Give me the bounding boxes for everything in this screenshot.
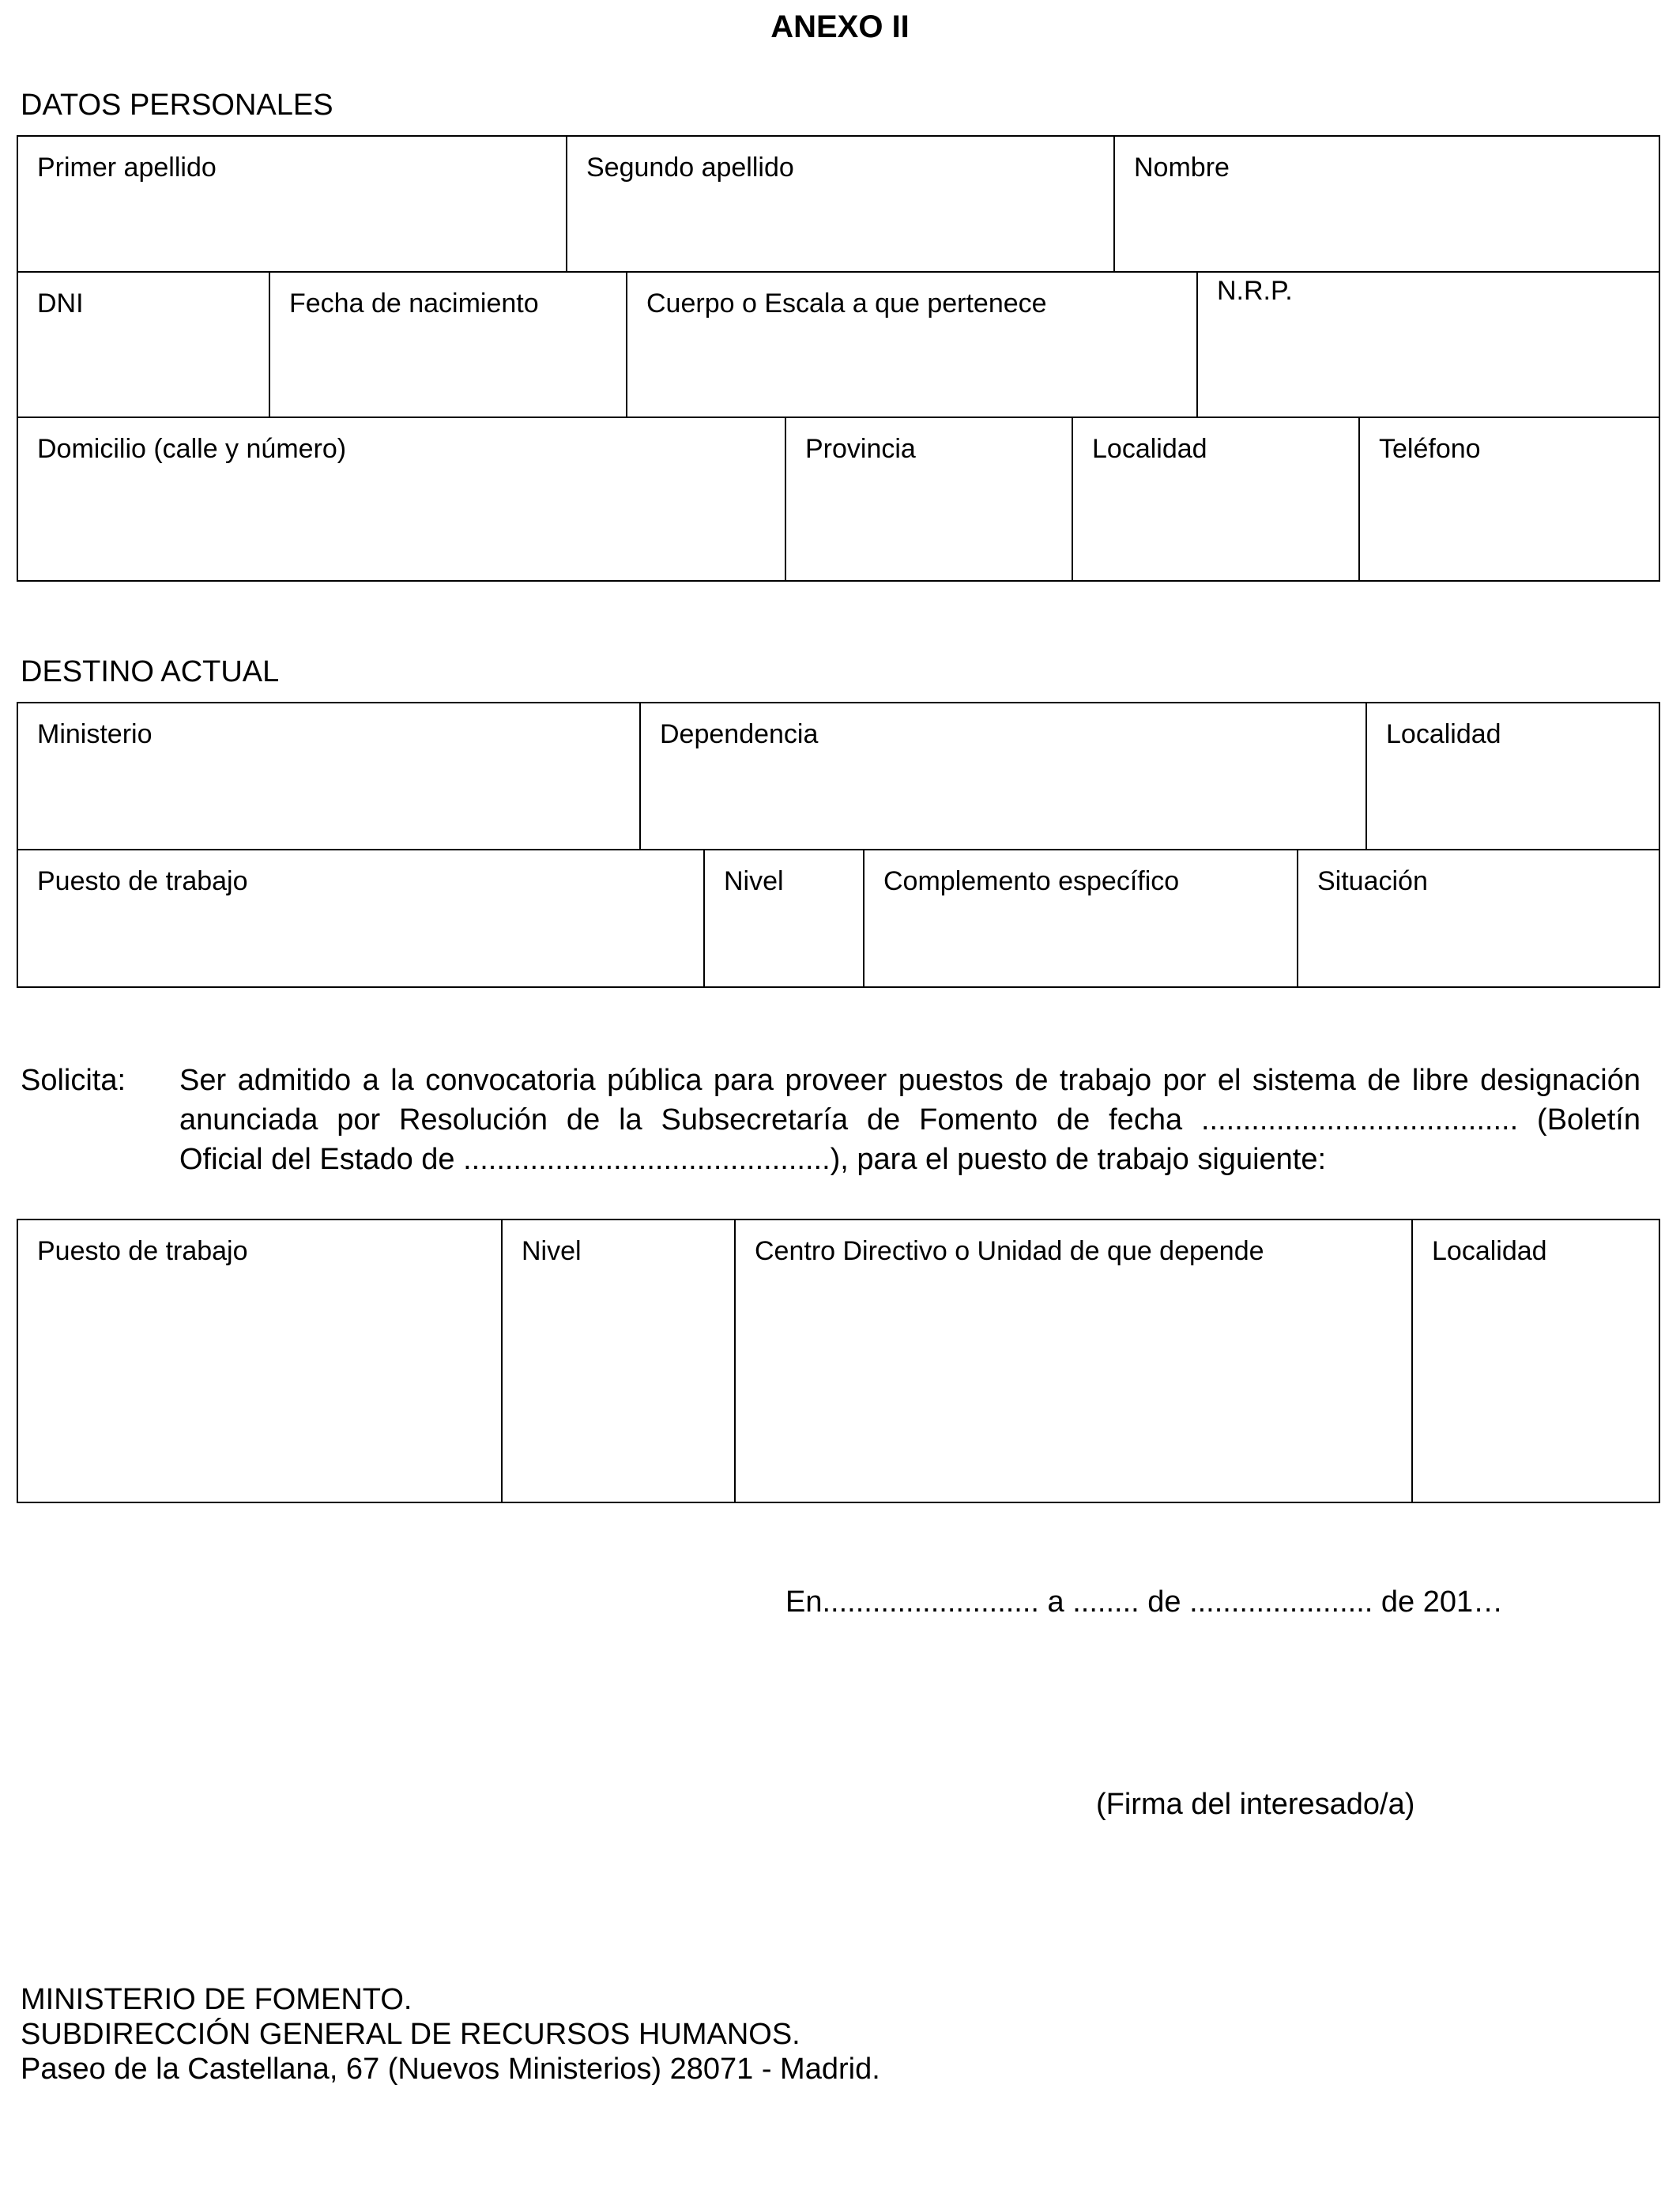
- field-label: Cuerpo o Escala a que pertenece: [646, 288, 1047, 319]
- destino-actual-row-2: [18, 849, 1659, 986]
- datos-personales-row-2: [18, 271, 1659, 418]
- field-situacion[interactable]: [1297, 850, 1659, 986]
- field-cuerpo-escala[interactable]: [626, 273, 1196, 418]
- field-primer-apellido[interactable]: [18, 137, 566, 271]
- field-label: Localidad: [1092, 434, 1207, 464]
- field-dependencia[interactable]: [639, 703, 1365, 849]
- field-label: N.R.P.: [1217, 276, 1293, 306]
- section-destino-actual: DESTINO ACTUAL: [21, 655, 280, 688]
- field-localidad-destino[interactable]: [1365, 703, 1659, 849]
- field-puesto-trabajo-actual[interactable]: [18, 850, 703, 986]
- destino-actual-table: [17, 702, 1660, 988]
- datos-personales-table: [17, 135, 1660, 582]
- field-domicilio[interactable]: [18, 418, 785, 580]
- field-label: Localidad: [1432, 1236, 1547, 1266]
- field-puesto-trabajo-solicitado[interactable]: [18, 1220, 501, 1502]
- field-label: Complemento específico: [883, 866, 1180, 896]
- solicita-line-3: Oficial del Estado de ............................................), para el puesto de trabajo siguiente:: [179, 1143, 1327, 1176]
- field-label: DNI: [37, 288, 84, 319]
- date-line: En.......................... a ........ de ...................... de 201…: [785, 1585, 1504, 1619]
- destino-actual-row-1: [18, 703, 1659, 849]
- solicita-line-2: anunciada por Resolución de la Subsecretaría de Fomento de fecha ...................................... (Boletín: [179, 1103, 1640, 1137]
- field-nivel-solicitado[interactable]: [501, 1220, 734, 1502]
- field-label: Ministerio: [37, 719, 153, 749]
- field-centro-directivo[interactable]: [734, 1220, 1411, 1502]
- field-label: Nivel: [522, 1236, 582, 1266]
- puesto-solicitado-row: [18, 1220, 1659, 1502]
- section-datos-personales: DATOS PERSONALES: [21, 89, 333, 122]
- field-label: Puesto de trabajo: [37, 1236, 248, 1266]
- signature-label: (Firma del interesado/a): [1096, 1788, 1415, 1821]
- field-telefono[interactable]: [1358, 418, 1659, 580]
- field-label: Domicilio (calle y número): [37, 434, 347, 464]
- puesto-solicitado-table: [17, 1219, 1660, 1503]
- field-label: Localidad: [1386, 719, 1501, 749]
- field-complemento-especifico[interactable]: [863, 850, 1297, 986]
- field-label: Primer apellido: [37, 153, 217, 183]
- field-label: Puesto de trabajo: [37, 866, 248, 896]
- field-fecha-nacimiento[interactable]: [269, 273, 626, 418]
- datos-personales-row-1: [18, 137, 1659, 271]
- field-label: Situación: [1317, 866, 1428, 896]
- footer-line-1: MINISTERIO DE FOMENTO.: [21, 1983, 412, 2016]
- field-label: Nivel: [724, 866, 784, 896]
- solicita-label: Solicita:: [21, 1064, 126, 1097]
- field-ministerio[interactable]: [18, 703, 639, 849]
- field-nivel-actual[interactable]: [703, 850, 863, 986]
- field-label: Dependencia: [660, 719, 819, 749]
- field-label: Centro Directivo o Unidad de que depende: [755, 1236, 1264, 1266]
- field-segundo-apellido[interactable]: [566, 137, 1113, 271]
- field-localidad-solicitada[interactable]: [1411, 1220, 1659, 1502]
- field-nombre[interactable]: [1113, 137, 1659, 271]
- field-dni[interactable]: [18, 273, 269, 418]
- footer-line-3: Paseo de la Castellana, 67 (Nuevos Ministerios) 28071 - Madrid.: [21, 2053, 880, 2086]
- footer-line-2: SUBDIRECCIÓN GENERAL DE RECURSOS HUMANOS.: [21, 2018, 800, 2051]
- field-provincia[interactable]: [785, 418, 1072, 580]
- field-label: Fecha de nacimiento: [289, 288, 539, 319]
- datos-personales-row-3: [18, 417, 1659, 580]
- field-label: Nombre: [1134, 153, 1230, 183]
- field-label: Provincia: [805, 434, 916, 464]
- field-localidad[interactable]: [1072, 418, 1358, 580]
- solicita-line-1: Ser admitido a la convocatoria pública para proveer puestos de trabajo por el sistema de libre designación: [179, 1064, 1640, 1097]
- field-label: Segundo apellido: [586, 153, 794, 183]
- field-nrp[interactable]: [1196, 273, 1659, 418]
- page-title: ANEXO II: [770, 9, 910, 44]
- field-label: Teléfono: [1379, 434, 1481, 464]
- footer-address: [21, 1982, 880, 2087]
